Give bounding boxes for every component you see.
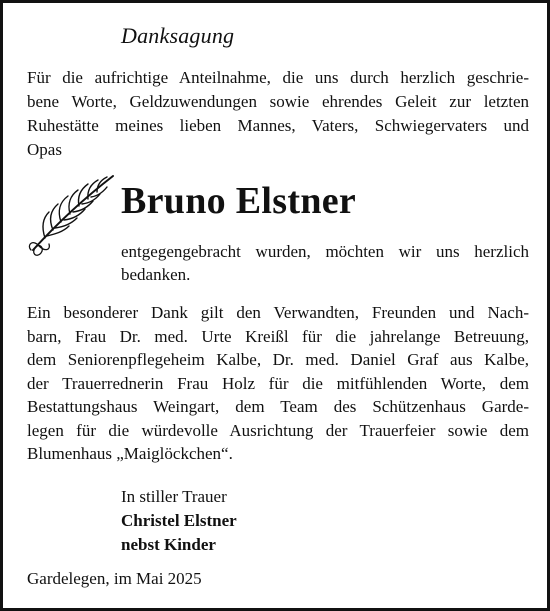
special-line: dem Seniorenpflegeheim Kalbe, Dr. med. Daniel Graf aus Kalbe, <box>27 350 529 369</box>
heading: Danksagung <box>121 23 235 48</box>
intro-line: Ruhestätte meines lieben Mannes, Vaters, Schwiegervaters und <box>27 116 529 135</box>
thanks-line: bedanken. <box>121 265 191 284</box>
intro-line: bene Worte, Geldzuwendungen sowie ehrendes Geleit zur letzten <box>27 92 529 111</box>
intro-line: Für die aufrichtige Anteilnahme, die uns durch herzlich geschrie- <box>27 68 529 87</box>
thanks-paragraph <box>121 240 529 286</box>
special-line: legen für die würdevolle Ausrichtung der Trauerfeier sowie dem <box>27 420 529 440</box>
mourning-intro: In stiller Trauer <box>121 487 227 506</box>
mourner-name: Christel Elstner <box>121 511 237 530</box>
mourner-family: nebst Kinder <box>121 535 216 554</box>
special-line: Blumenhaus „Maiglöckchen“. <box>27 444 233 463</box>
intro-paragraph <box>27 66 529 162</box>
special-thanks-paragraph <box>27 301 529 466</box>
special-line: Bestattungshaus Weingart, dem Team des Schützenhaus Garde- <box>27 397 529 416</box>
special-line: Ein besonderer Dank gilt den Verwandten, Freunden und Nach- <box>27 303 529 322</box>
deceased-name: Bruno Elstner <box>121 180 357 222</box>
special-line: barn, Frau Dr. med. Urte Kreißl für die jahrelange Betreuung, <box>27 326 529 346</box>
mourning-block <box>121 485 237 557</box>
palm-branch-icon <box>23 168 118 260</box>
thanks-line: entgegengebracht wurden, möchten wir uns herzlich <box>121 242 529 261</box>
special-line: der Trauerrednerin Frau Holz für die mitfühlenden Worte, dem <box>27 373 529 393</box>
place-date: Gardelegen, im Mai 2025 <box>27 569 202 588</box>
intro-line: Opas <box>27 140 62 159</box>
